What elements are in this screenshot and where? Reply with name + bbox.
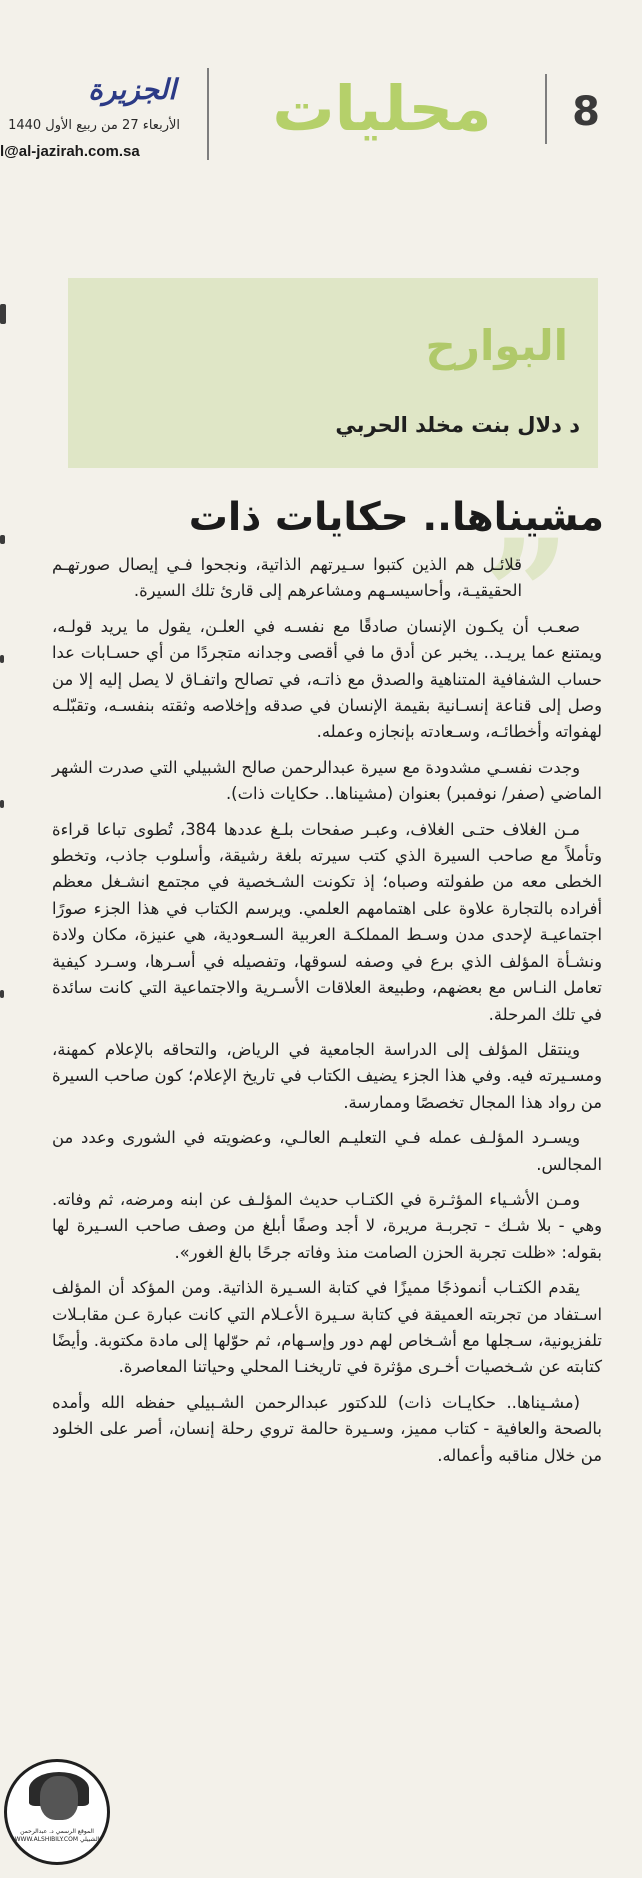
portrait-face-icon — [40, 1776, 78, 1820]
article-paragraph: وينتقل المؤلف إلى الدراسة الجامعية في الرياض، والتحاقه بالإعلام كمهنة، ومسـيرته فيه. وفي هذا الجزء يضيف الكتاب في تاريخ الإعلام؛ كون صاحب السيرة من رواد هذا المجال تخصصًا وممارسة. — [52, 1039, 602, 1112]
newspaper-logo: الجزيرة — [88, 73, 176, 106]
article-paragraph: مـن الغلاف حتـى الغلاف، وعبـر صفحات بلـغ عددها 384، تُطوى تباعا قراءة وتأملاً مع صاحب السيرة الذي كتب سيرته بلغة رشيقة، وأسلوب جاذب، وتخطو الخطى معه من طفولته وصباه؛ إذ تكونت الشـخصية في مجتمع انشـغل معظم أفراده بالتجارة علاوة على اهتمامهم العلمي. ويرسم الكتاب في هذا الجزء صورًا اجتماعيـة لإحدى مدن وسـط المملكـة العربية السـعودية، هي عنيزة، مكان ولادة ونشـأة المؤلف الذي برع في وصفه لسوقها، وتفصيله في أسـرها، وسـرد كيفية تعامل النـاس مع بعضهم، وطبيعة العلاقات الأسـرية والاجتماعية التي كانت سائدة في تلك المرحلة. — [52, 819, 602, 1024]
article-headline: مشيناها.. حكايات ذات — [188, 495, 604, 540]
article-paragraph: وجدت نفسـي مشدودة مع سيرة عبدالرحمن صالح الشبيلي التي صدرت الشهر الماضي (صفر/ نوفمبر) بعنوان (مشيناها.. حكايات ذات). — [52, 757, 602, 804]
gutter-mark — [0, 304, 6, 324]
article-paragraph: ومـن الأشـياء المؤثـرة في الكتـاب حديث المؤلـف عن ابنه ومرضه، ثم وفاته. وهي - بلا شـك - تجربـة مريرة، لا أجد وصفًا أبلغ من وصف صاحب السـيرة لها بقوله: «ظلت تجربة الحزن الصامت منذ وفاته جرحًا بالغ الغور». — [52, 1189, 602, 1262]
article-paragraph: يقدم الكتـاب أنموذجًا مميزًا في كتابة السـيرة الذاتية. ومن المؤكد أن المؤلف اسـتفاد من تجربته العميقة في كتابة سـيرة الأعـلام التي كانت عبارة عـن مقابـلات تلفزيونية، سـجلها مع أشـخاص لهم دور وإسـهام، ثم حوّلها إلى مادة مكتوبة. وأيضًا كتابته عن شـخصيات أخـرى مؤثرة في تاريخنـا المحلي وحياتنا المعاصرة. — [52, 1278, 602, 1377]
article-paragraph: (مشـيناها.. حكايـات ذات) للدكتور عبدالرحمن الشـبيلي حفظه الله وأمده بالصحة والعافية - كتاب مميز، وسـيرة حالمة تروي رحلة إنسان، أصر على الخلود من خلال مناقبه وأعماله. — [52, 1392, 602, 1465]
article-paragraph: قلائـل هم الذين كتبوا سـيرتهم الذاتية، ونجحوا فـي إيصال صورتهـم الحقيقيـة، وأحاسيسـهم ومشاعرهم إلى قارئ تلك السيرة. — [52, 555, 522, 601]
quote-mark-icon: ” — [483, 507, 570, 683]
page-number: 8 — [572, 89, 600, 135]
issue-date: الأربعاء 27 من ربيع الأول 1440 — [8, 118, 180, 133]
seal-caption: الموقع الرسمي د. عبدالرحمن الشبيلي WWW.ALSHIBILY.COM — [14, 1828, 100, 1843]
contact-email: l@al-jazirah.com.sa — [0, 143, 140, 160]
gutter-mark — [0, 655, 4, 663]
gutter-mark — [0, 800, 4, 808]
gutter-mark — [0, 535, 5, 544]
author-name: د دلال بنت مخلد الحربي — [335, 413, 580, 437]
article-body — [52, 552, 602, 1469]
masthead-divider-left — [207, 68, 209, 160]
section-title: محليات — [272, 72, 492, 145]
column-name: البوارح — [425, 321, 568, 370]
article-paragraph: ويسـرد المؤلـف عمله فـي التعليـم العالـي، وعضويته في الشورى وعدد من المجالس. — [52, 1128, 602, 1174]
masthead-divider-right — [545, 74, 547, 144]
article-paragraph: صعـب أن يكـون الإنسان صادقًا مع نفسـه في العلـن، يقول ما يريد قولـه، ويمتنع عما يريـد.. يخبر عن أدق ما في أقصى وجدانه متجردًا من أي حسـابات عدا حساب الشفافية المتناهية والصدق مع ذاتـه، في تصالح واتفـاق لا يصل إليه إلا من وصل إلى قناعة إنسـانية بقيمة الإنسان في صدقه وإخلاصه وثقته بنفسـه، وتقبّلـه لهفواته وأخطائـه، وسـعادته بإنجازه وعمله. — [52, 616, 602, 742]
website-seal — [4, 1759, 110, 1865]
gutter-mark — [0, 990, 4, 998]
